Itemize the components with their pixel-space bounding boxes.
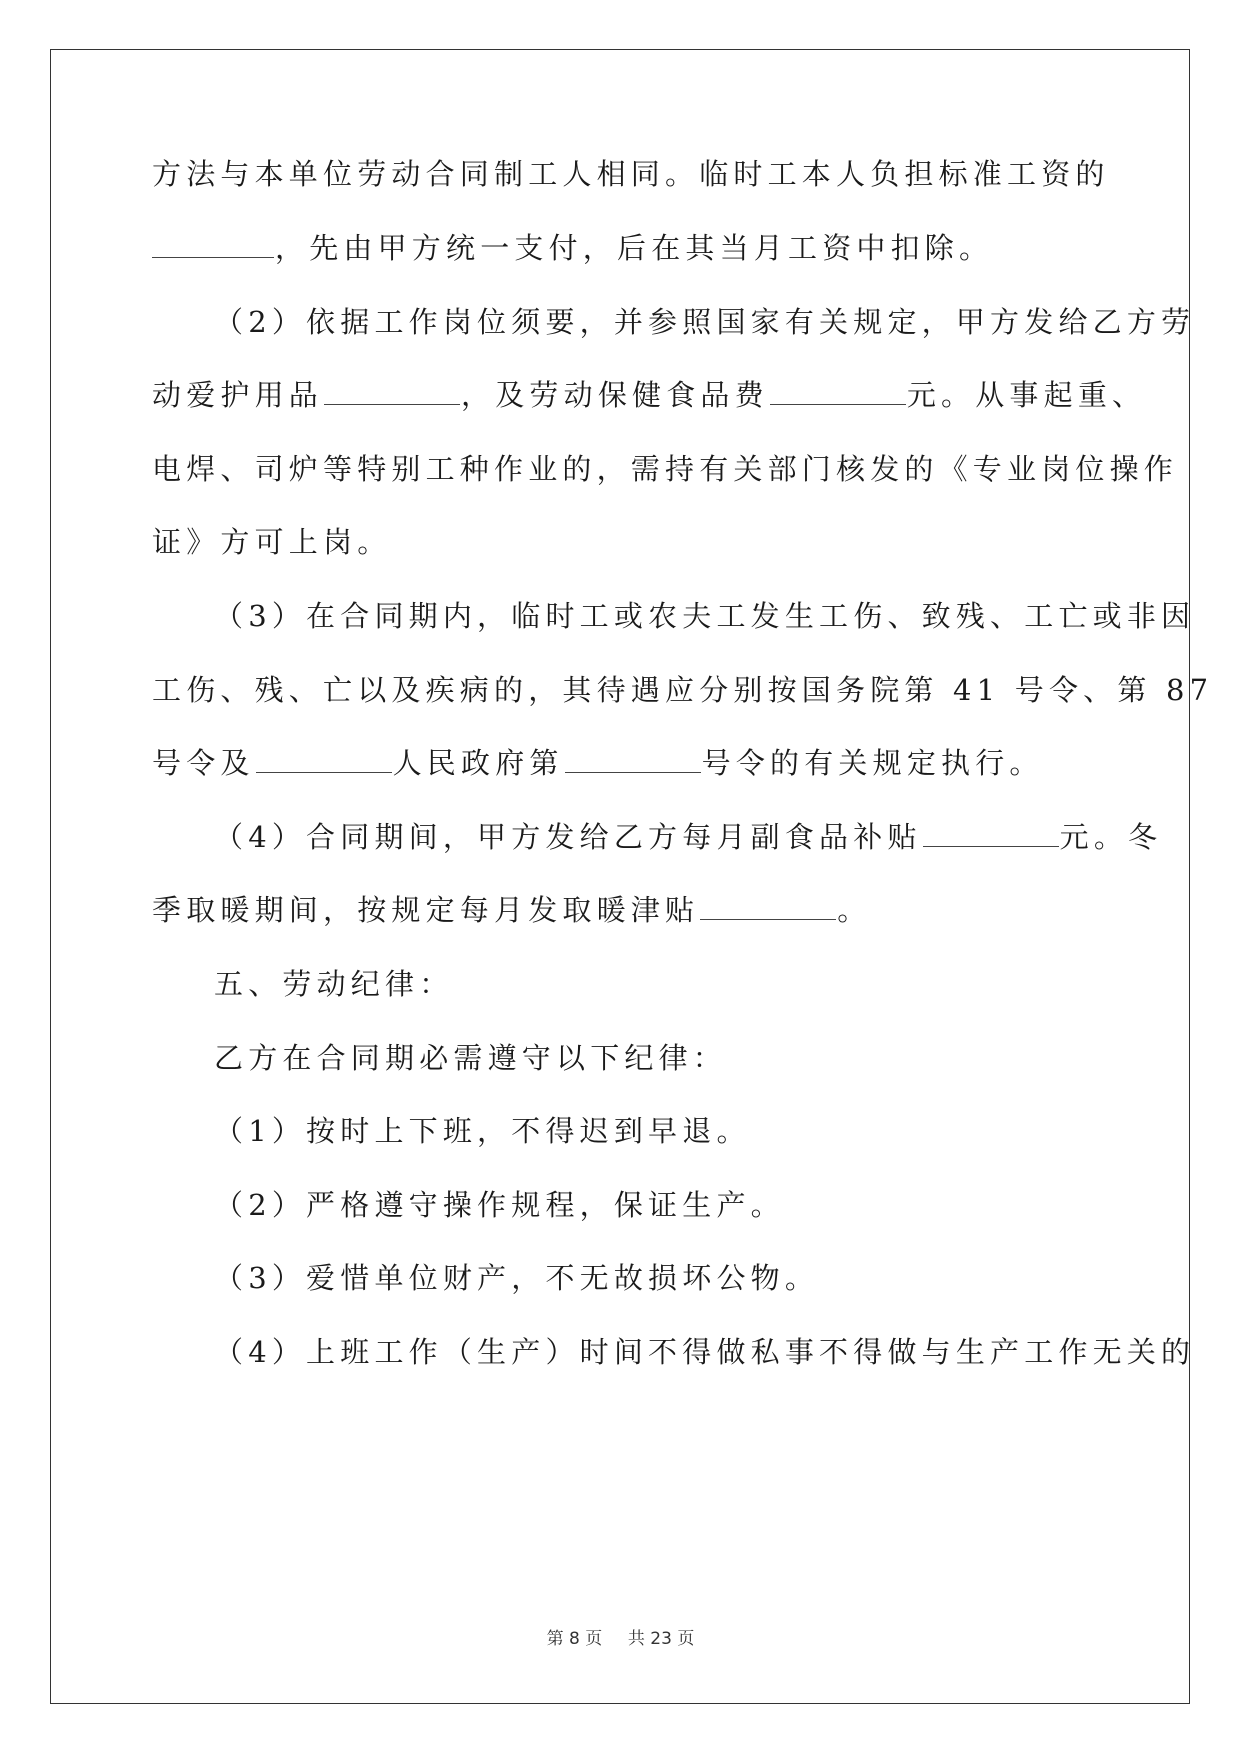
text-run: 五、劳动纪律： [214,967,454,1001]
fill-in-blank [565,746,701,773]
paragraph-line [152,743,1044,783]
text-run: 元。从事起重、 [906,378,1147,412]
section-heading [214,964,453,1004]
page-frame [50,49,1190,1704]
paragraph-line [214,596,1195,636]
paragraph-line [214,817,1162,857]
text-run: 电焊、司炉等特别工种作业的，需持有关部门核发的《专业岗位操作 [152,452,1179,486]
text-run: （2）依据工作岗位须要，并参照国家有关规定，甲方发给乙方劳 [214,305,1196,339]
text-run: （3）在合同期内，临时工或农夫工发生工伤、致残、工亡或非因 [214,599,1196,633]
paragraph-line [214,1111,751,1151]
fill-in-blank [923,820,1059,847]
paragraph-line [152,375,1146,415]
text-run: 。 [837,893,872,927]
text-run: （4）合同期间，甲方发给乙方每月副食品补贴 [214,820,922,854]
fill-in-blank [770,378,906,405]
paragraph-line [152,449,1178,489]
page-number: 第 8 页 [546,1629,603,1649]
page-footer [0,1624,1241,1649]
text-run: 人民政府第 [392,746,564,780]
paragraph-line [152,228,993,268]
text-run: 号令的有关规定执行。 [701,746,1044,780]
text-run: 工伤、残、亡以及疾病的，其待遇应分别按国务院第 41 号令、第 87 [152,673,1214,707]
paragraph-line [152,522,391,562]
fill-in-blank [152,231,274,258]
text-run: 元。冬 [1059,820,1163,854]
text-run: 乙方在合同期必需遵守以下纪律： [214,1041,728,1075]
page-total: 共 23 页 [627,1629,695,1649]
text-run: 动爱护用品 [152,378,324,412]
text-run: （3）爱惜单位财产，不无故损坏公物。 [214,1261,820,1295]
paragraph-line [214,1258,819,1298]
text-run: 季取暖期间，按规定每月发取暖津贴 [152,893,700,927]
paragraph-line [152,154,1110,194]
text-run: 证》方可上岗。 [152,525,392,559]
paragraph-line [152,890,871,930]
text-run: 方法与本单位劳动合同制工人相同。临时工本人负担标准工资的 [152,157,1110,191]
paragraph-line [214,1185,785,1225]
paragraph-line [152,670,1213,710]
paragraph-line [214,302,1195,342]
text-run: （4）上班工作（生产）时间不得做私事不得做与生产工作无关的 [214,1335,1196,1369]
paragraph-line [214,1038,727,1078]
text-run: ，及劳动保健食品费 [461,378,769,412]
fill-in-blank [256,746,392,773]
text-run: ，先由甲方统一支付，后在其当月工资中扣除。 [275,231,994,265]
fill-in-blank [324,378,460,405]
text-run: 号令及 [152,746,255,780]
paragraph-line [214,1332,1195,1372]
text-run: （2）严格遵守操作规程，保证生产。 [214,1188,785,1222]
fill-in-blank [700,893,836,920]
text-run: （1）按时上下班，不得迟到早退。 [214,1114,751,1148]
